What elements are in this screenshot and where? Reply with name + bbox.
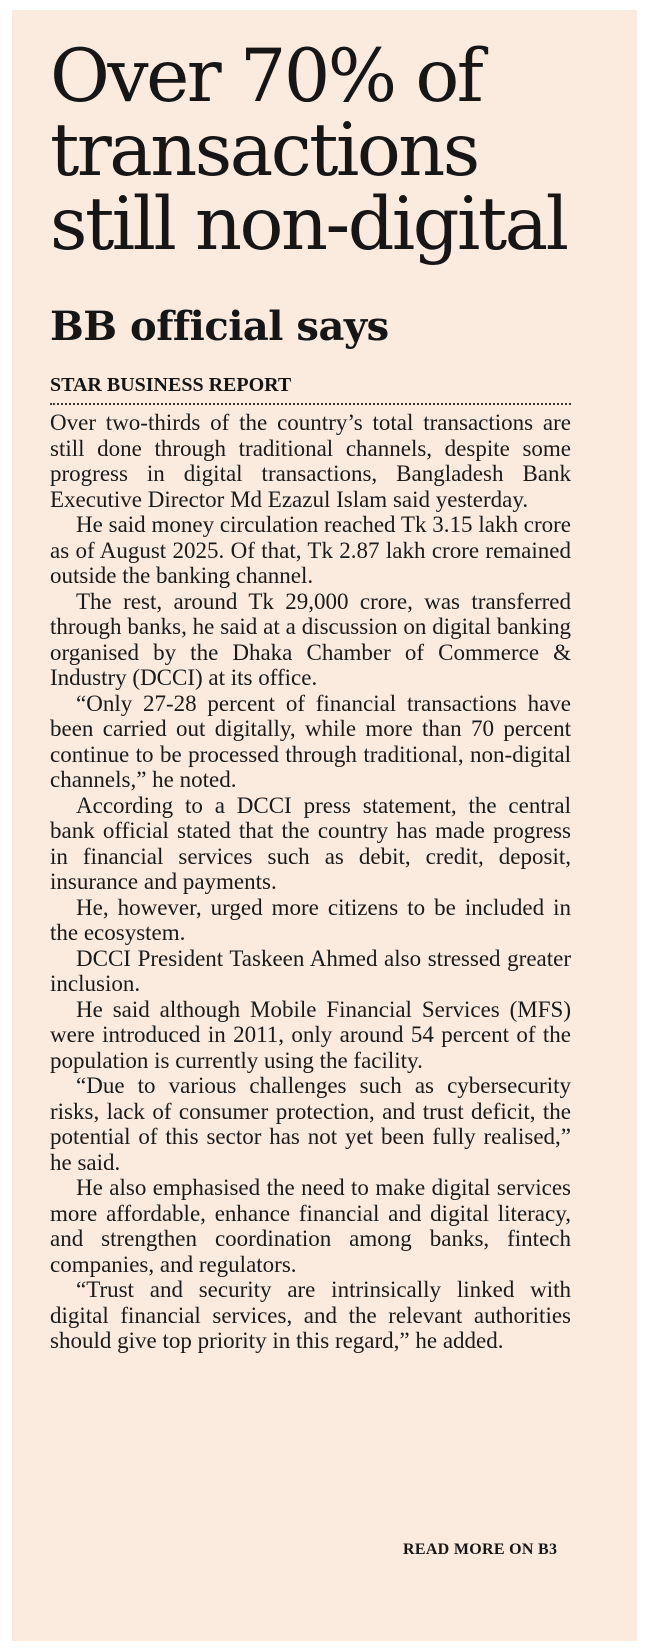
dotted-divider [50,403,571,405]
body-paragraph: He said money circulation reached Tk 3.15 lakh crore as of August 2025. Of that, Tk 2.87 lakh crore remained outside the banking channel. [50,512,571,588]
body-paragraph: “Trust and security are intrinsically linked with digital financial services, and the relevant authorities should give top priority in this regard,” he added. [50,1277,571,1353]
body-paragraph: DCCI President Taskeen Ahmed also stressed greater inclusion. [50,945,571,996]
body-paragraph: “Only 27-28 percent of financial transactions have been carried out digitally, while more than 70 percent continue to be processed through traditional, non-digital channels,” he noted. [50,690,571,792]
byline: STAR BUSINESS REPORT [50,374,292,396]
body-paragraph: He said although Mobile Financial Services (MFS) were introduced in 2011, only around 54 percent of the population is currently using the facility. [50,996,571,1073]
body-paragraph: He also emphasised the need to make digital services more affordable, enhance financial and digital literacy, and strengthen coordination among banks, fintech companies, and regulators. [50,1175,571,1277]
read-more-link[interactable]: READ MORE ON B3 [403,1541,558,1558]
body-paragraph: The rest, around Tk 29,000 crore, was transferred through banks, he said at a discussion on digital banking organised by the Dhaka Chamber of Commerce & Industry (DCCI) at its office. [50,588,571,690]
body-paragraph: According to a DCCI press statement, the central bank official stated that the country has made progress in financial services such as debit, credit, deposit, insurance and payments. [50,792,571,894]
headline-line: Over 70% of [50,34,482,119]
article-body [50,410,571,1354]
subheadline: BB official says [50,303,389,350]
body-paragraph: “Due to various challenges such as cybersecurity risks, lack of consumer protection, and trust deficit, the potential of this sector has not yet been fully realised,” he said. [50,1073,571,1175]
headline-line: still non-digital [50,182,567,267]
headline [50,34,567,267]
body-paragraph: He, however, urged more citizens to be included in the ecosystem. [50,894,571,945]
body-paragraph: Over two-thirds of the country’s total transactions are still done through traditional channels, despite some progress in digital transactions, Bangladesh Bank Executive Director Md Ezazul Islam said yesterday. [50,410,571,512]
headline-line: transactions [50,108,478,193]
